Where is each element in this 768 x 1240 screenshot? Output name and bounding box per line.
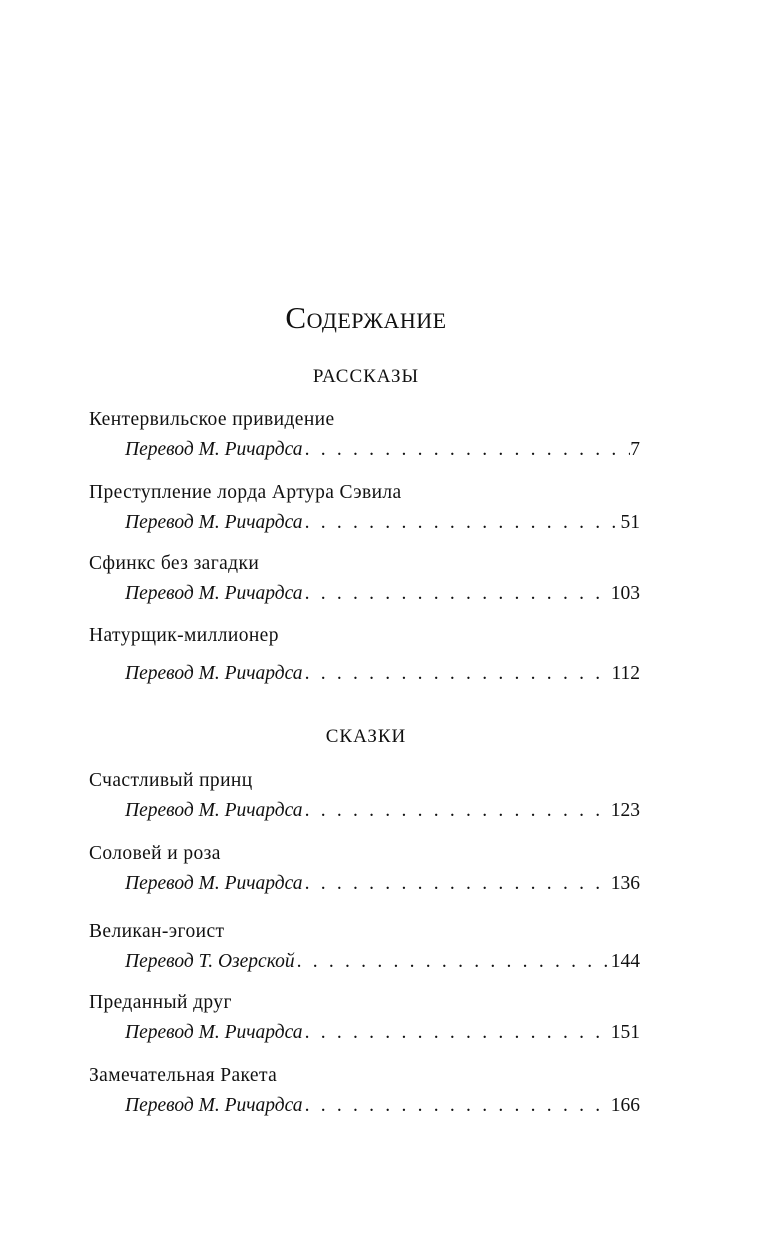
dot-leader <box>303 1020 611 1046</box>
entry-line <box>125 510 640 536</box>
toc-entry[interactable] <box>89 919 640 975</box>
entry-line <box>125 1093 640 1119</box>
section-heading-fairy-tales: СКАЗКИ <box>325 726 407 747</box>
page-title: Содержание <box>285 300 447 335</box>
dot-leader <box>295 949 611 975</box>
entry-line <box>125 949 640 975</box>
dot-leader <box>303 1093 611 1119</box>
entry-page-number: 51 <box>620 512 640 533</box>
toc-entry[interactable] <box>89 551 640 607</box>
dot-leader <box>303 871 611 897</box>
entry-title: Кентервильское привидение <box>89 409 335 430</box>
entry-translator: Перевод М. Ричардса <box>125 873 303 894</box>
entry-title: Сфинкс без загадки <box>89 553 260 574</box>
toc-entry[interactable] <box>89 990 640 1046</box>
toc-entry[interactable] <box>89 1063 640 1119</box>
entry-line <box>125 581 640 607</box>
entry-translator: Перевод Т. Озерской <box>125 951 295 972</box>
entry-page-number: 103 <box>610 583 640 604</box>
entry-page-number: 166 <box>610 1095 640 1116</box>
entry-translator: Перевод М. Ричардса <box>125 439 303 460</box>
entry-line <box>125 661 640 687</box>
entry-page-number: 112 <box>611 663 640 684</box>
entry-line <box>125 871 640 897</box>
entry-translator: Перевод М. Ричардса <box>125 512 303 533</box>
entry-translator: Перевод М. Ричардса <box>125 583 303 604</box>
entry-page-number: 136 <box>610 873 640 894</box>
toc-entry[interactable] <box>89 841 640 897</box>
toc-entry[interactable] <box>89 407 640 463</box>
entry-title: Преданный друг <box>89 992 232 1013</box>
entry-title: Соловей и роза <box>89 843 221 864</box>
entry-translator: Перевод М. Ричардса <box>125 663 303 684</box>
entry-title: Замечательная Ракета <box>89 1065 278 1086</box>
entry-page-number: 7 <box>630 439 640 460</box>
entry-line <box>125 1020 640 1046</box>
entry-translator: Перевод М. Ричардса <box>125 1095 303 1116</box>
entry-title: Преступление лорда Артура Сэвила <box>89 482 402 503</box>
entry-translator: Перевод М. Ричардса <box>125 800 303 821</box>
entry-title: Натурщик-миллионер <box>89 625 279 646</box>
entry-page-number: 151 <box>610 1022 640 1043</box>
entry-translator: Перевод М. Ричардса <box>125 1022 303 1043</box>
entry-page-number: 123 <box>610 800 640 821</box>
dot-leader <box>303 581 611 607</box>
toc-entry[interactable] <box>89 480 640 536</box>
toc-entry[interactable] <box>89 768 640 824</box>
dot-leader <box>303 798 611 824</box>
section-heading-stories: РАССКАЗЫ <box>312 366 420 387</box>
entry-title: Великан-эгоист <box>89 921 225 942</box>
entry-line <box>125 798 640 824</box>
dot-leader <box>303 437 631 463</box>
entry-page-number: 144 <box>610 951 640 972</box>
toc-entry[interactable] <box>89 623 640 687</box>
dot-leader <box>303 661 612 687</box>
entry-line <box>125 437 640 463</box>
entry-title: Счастливый принц <box>89 770 253 791</box>
dot-leader <box>303 510 621 536</box>
